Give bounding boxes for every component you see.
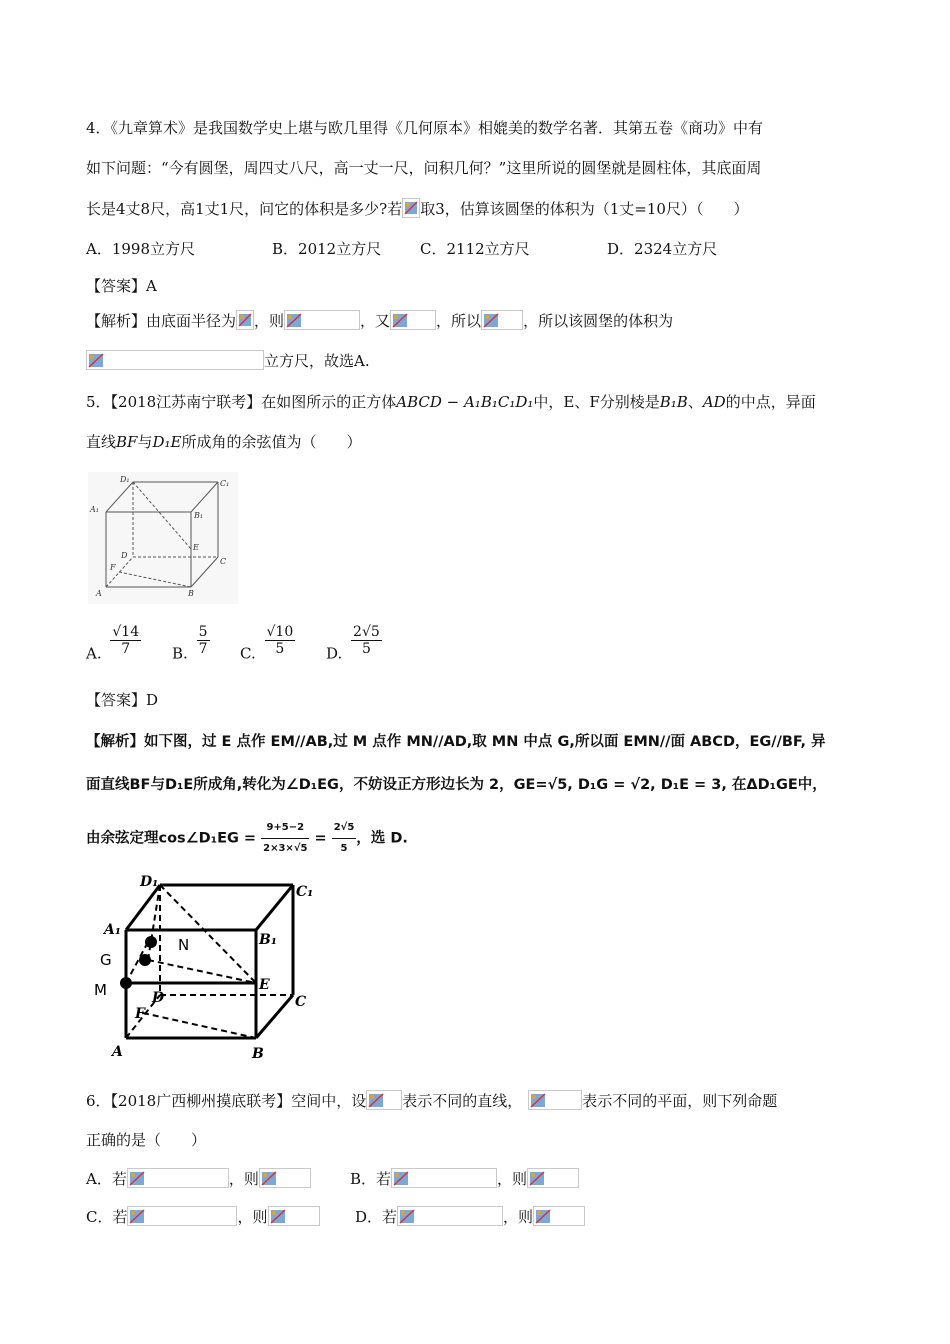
fig2-label-b1: B₁ (259, 932, 277, 948)
q5-analysis-line-3: 由余弦定理cos∠D₁EG = $\frac{9+5-2}{2\times 3\times√5}$ = $\frac{2√5}{5}$ ，选 D. (86, 818, 408, 859)
broken-image-icon (127, 1206, 237, 1226)
fig1-label-d: D (121, 551, 128, 560)
q5-answer: 【答案】D (86, 691, 159, 709)
fig1-label-e: E (193, 543, 199, 552)
cube-figure-small (88, 472, 238, 604)
fig1-label-d1: D₁ (120, 475, 130, 484)
broken-image-icon (366, 1090, 402, 1110)
broken-image-icon (86, 350, 264, 370)
broken-image-icon (402, 198, 420, 218)
q5-option-d: D. $\frac{2√5}{5}$ (326, 624, 380, 663)
fig1-label-a: A (96, 589, 102, 598)
broken-image-icon (236, 310, 254, 330)
q4-line-2: 如下问题：“今有圆堡，周四丈八尺，高一丈一尺，问积几何？”这里所说的圆堡就是圆柱体，其底面周 (86, 159, 762, 177)
broken-image-icon (268, 1206, 320, 1226)
broken-image-icon (391, 1168, 497, 1188)
q5-line-2: 直线BF与D₁E所成角的余弦值为（ ） (86, 433, 362, 451)
q4-line-1: 4．《九章算术》是我国数学史上堪与欧几里得《几何原本》相媲美的数学名著．其第五卷《商功》中有 (86, 119, 764, 137)
fig1-label-c1: C₁ (220, 479, 230, 488)
q6-option-b: B．若 ，则 (350, 1168, 579, 1189)
fig2-label-e: E (259, 977, 270, 993)
fig2-label-d: D (152, 990, 165, 1006)
q6-line-2: 正确的是（ ） (86, 1131, 207, 1149)
q5-option-a: A. $\frac{√14}{7}$ (86, 624, 140, 663)
broken-image-icon (533, 1206, 585, 1226)
q6-option-a: A．若 ，则 (86, 1168, 311, 1189)
fig2-label-g: G (100, 951, 112, 969)
fig2-label-c: C (295, 994, 307, 1010)
fig1-label-f: F (110, 563, 116, 572)
fig2-label-m: M (94, 981, 107, 999)
fig2-label-f: F (135, 1006, 145, 1022)
broken-image-icon (397, 1206, 503, 1226)
cube-figure-solution (88, 870, 328, 1062)
fig2-label-b: B (252, 1046, 264, 1062)
broken-image-icon (127, 1168, 229, 1188)
q5-analysis-line-2: 面直线BF与D₁E所成角,转化为∠D₁EG，不妨设正方形边长为 2，GE=√5, D₁G = √2, D₁E = 3, 在ΔD₁GE中， (86, 777, 827, 793)
broken-image-icon (527, 1168, 579, 1188)
fig2-label-n: N (178, 936, 190, 954)
q5-option-b: B. $\frac{5}{7}$ (172, 624, 208, 663)
q4-analysis-line-2: 立方尺，故选A. (86, 350, 370, 371)
broken-image-icon (284, 310, 360, 330)
broken-image-icon (528, 1090, 582, 1110)
point-g (139, 954, 151, 966)
q4-answer: 【答案】A (86, 277, 157, 295)
q5-analysis-line-1: 【解析】如下图，过 E 点作 EM//AB,过 M 点作 MN//AD,取 MN 中点 G,所以面 EMN//面 ABCD，EG//BF, 异 (86, 734, 826, 750)
broken-image-icon (390, 310, 436, 330)
fig2-label-a1: A₁ (104, 922, 121, 938)
q5-option-c: C. $\frac{√10}{5}$ (240, 624, 294, 663)
q4-analysis-line-1: 【解析】由底面半径为 ，则 ，又 ，所以 ，所以该圆堡的体积为 (86, 312, 674, 330)
q4-line-3: 长是4丈8尺，高1丈1尺，问它的体积是多少?若 取3，估算该圆堡的体积为（1丈=10尺）（ ） (86, 200, 749, 218)
broken-image-icon (481, 310, 523, 330)
fig1-label-c: C (220, 557, 227, 566)
broken-image-icon (259, 1168, 311, 1188)
q4-option-b: B．2012立方尺 (272, 240, 382, 258)
q4-option-c: C．2112立方尺 (420, 240, 530, 258)
fig1-label-b: B (188, 589, 194, 598)
fig2-label-a: A (112, 1044, 123, 1060)
q5-line-1: 5．【2018江苏南宁联考】在如图所示的正方体ABCD − A₁B₁C₁D₁中，E、F分别棱是B₁B、AD的中点，异面 (86, 393, 816, 411)
point-m (120, 977, 132, 989)
q6-option-d: D．若 ，则 (355, 1206, 585, 1227)
q4-option-a: A．1998立方尺 (86, 240, 196, 258)
fig1-label-b1: B₁ (194, 511, 204, 520)
q6-option-c: C．若 ，则 (86, 1206, 320, 1227)
q4-option-d: D．2324立方尺 (607, 240, 718, 258)
fig2-label-c1: C₁ (296, 884, 314, 900)
fig2-label-d1: D₁ (140, 874, 159, 890)
q6-line-1: 6．【2018广西柳州摸底联考】空间中，设 表示不同的直线， 表示不同的平面，则下列命题 (86, 1092, 778, 1110)
point-n (145, 936, 157, 948)
fig1-label-a1: A₁ (90, 505, 99, 514)
